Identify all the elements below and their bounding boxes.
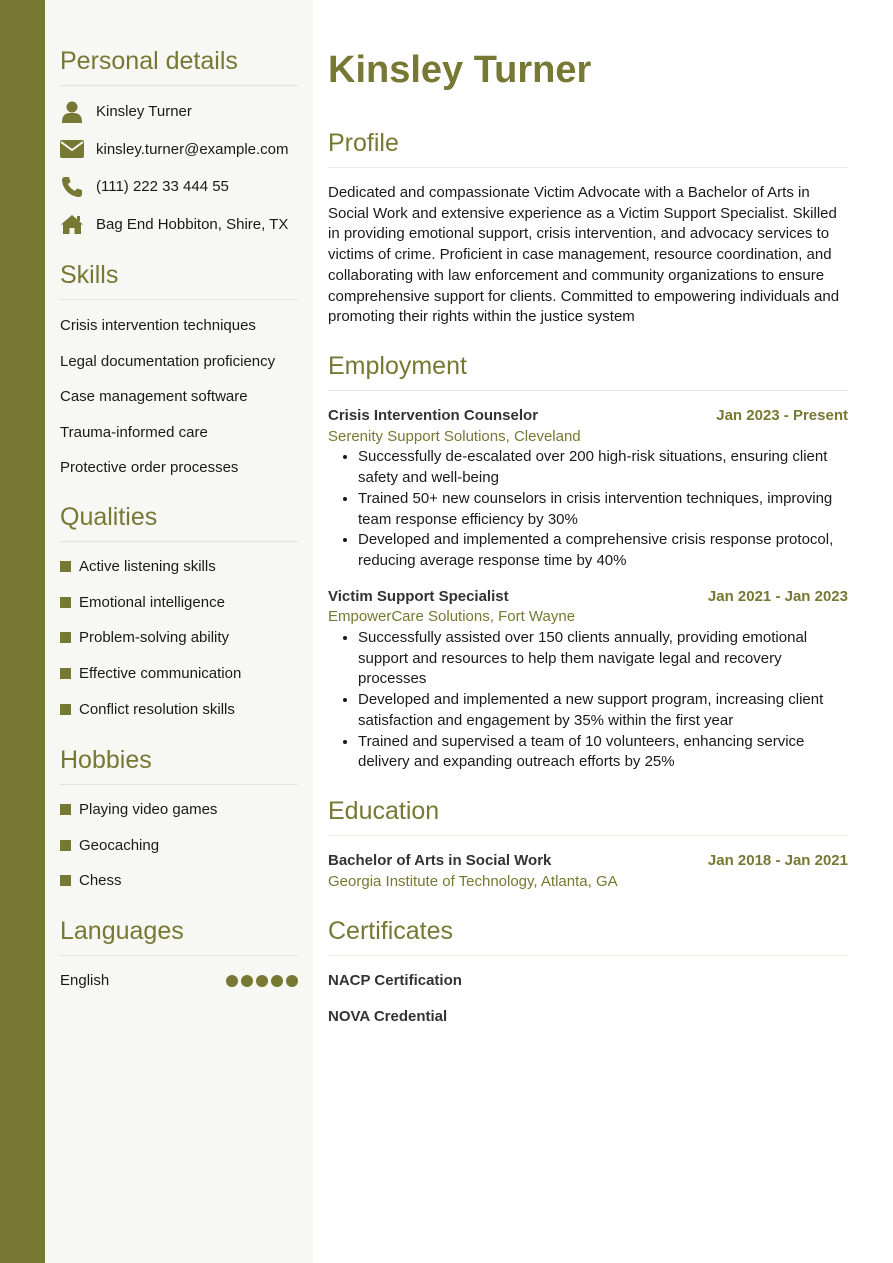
education-entry	[328, 851, 848, 892]
certificates-section	[328, 916, 848, 1034]
hobby-label: Geocaching	[79, 836, 160, 854]
level-dot-filled	[271, 975, 283, 987]
square-bullet-icon	[60, 704, 71, 715]
accent-bar	[0, 0, 45, 1263]
level-dot-filled	[241, 975, 253, 987]
hobby-item	[60, 828, 298, 864]
level-dot-filled	[256, 975, 268, 987]
personal-phone-row	[60, 168, 298, 206]
skill-item: Protective order processes	[60, 459, 239, 477]
education-school: Georgia Institute of Technology, Atlanta, GA	[328, 872, 618, 890]
square-bullet-icon	[60, 840, 71, 851]
level-dot-filled	[226, 975, 238, 987]
job-entry	[328, 587, 848, 773]
job-bullets	[328, 628, 848, 773]
job-bullet: • Developed and implemented a comprehensive crisis response protocol, reducing average response time by 40%	[358, 530, 848, 571]
language-item	[60, 963, 298, 998]
candidate-name: Kinsley Turner	[328, 49, 592, 91]
quality-label: Emotional intelligence	[79, 593, 225, 611]
hobbies-heading: Hobbies	[60, 745, 298, 785]
hobby-label: Chess	[79, 872, 122, 890]
personal-address: Bag End Hobbiton, Shire, TX	[96, 215, 289, 233]
personal-email-row	[60, 131, 298, 169]
home-icon	[60, 212, 84, 236]
qualities-heading: Qualities	[60, 502, 298, 542]
skills-heading: Skills	[60, 260, 298, 300]
quality-item	[60, 691, 298, 727]
quality-label: Effective communication	[79, 665, 242, 683]
quality-item	[60, 620, 298, 656]
certificate-item: NOVA Credential	[328, 1007, 448, 1025]
personal-address-row	[60, 206, 298, 244]
certificates-heading: Certificates	[328, 916, 848, 956]
qualities-section	[60, 502, 298, 727]
skill-item: Case management software	[60, 388, 248, 406]
personal-phone: (111) 222 33 444 55	[96, 178, 229, 196]
personal-details-section	[60, 46, 298, 243]
skills-section	[60, 260, 298, 486]
quality-label: Problem-solving ability	[79, 629, 230, 647]
personal-details-heading: Personal details	[60, 46, 298, 86]
job-bullet: • Trained 50+ new counselors in crisis intervention techniques, improving team response efficiency by 30%	[358, 489, 848, 530]
job-bullet: • Successfully de-escalated over 200 high-risk situations, ensuring client safety and well-being	[358, 447, 848, 488]
profile-text: Dedicated and compassionate Victim Advocate with a Bachelor of Arts in Social Work and extensive experience as a Victim Support Specialist. Skilled in providing emotional support, crisis intervention, and advocacy services to victims of crime. Proficient in case management, resource coordination, and collaborating with law enforcement and community organizations to ensure comprehensive support for clients. Committed to empowering individuals and promoting their rights within the justice system	[328, 184, 840, 326]
employment-heading: Employment	[328, 351, 848, 391]
quality-item	[60, 549, 298, 585]
languages-section	[60, 916, 298, 998]
sidebar	[45, 0, 313, 1263]
quality-item	[60, 585, 298, 621]
envelope-icon	[60, 137, 84, 161]
education-heading: Education	[328, 796, 848, 836]
square-bullet-icon	[60, 668, 71, 679]
square-bullet-icon	[60, 632, 71, 643]
square-bullet-icon	[60, 804, 71, 815]
languages-heading: Languages	[60, 916, 298, 956]
employment-section	[328, 351, 848, 773]
person-icon	[60, 100, 84, 124]
skill-item: Trauma-informed care	[60, 423, 208, 441]
job-bullet: • Developed and implemented a new support program, increasing client satisfaction and engagement by 35% within the first year	[358, 690, 848, 731]
education-dates: Jan 2018 - Jan 2021	[707, 852, 848, 869]
square-bullet-icon	[60, 561, 71, 572]
job-entry	[328, 406, 848, 572]
personal-name-row	[60, 93, 298, 131]
profile-heading: Profile	[328, 128, 848, 168]
language-level-rating	[226, 975, 298, 987]
quality-label: Active listening skills	[79, 558, 216, 576]
personal-email[interactable]: kinsley.turner@example.com	[96, 140, 289, 158]
skill-item: Crisis intervention techniques	[60, 317, 256, 334]
job-bullet: • Trained and supervised a team of 10 volunteers, enhancing service delivery and expanding outreach efforts by 25%	[358, 732, 848, 773]
square-bullet-icon	[60, 875, 71, 886]
quality-label: Conflict resolution skills	[79, 700, 235, 718]
job-organization: Serenity Support Solutions, Cleveland	[328, 427, 581, 445]
job-title: Crisis Intervention Counselor	[328, 407, 539, 424]
job-title: Victim Support Specialist	[328, 587, 509, 605]
job-organization: EmpowerCare Solutions, Fort Wayne	[328, 608, 576, 626]
square-bullet-icon	[60, 597, 71, 608]
level-dot-filled	[286, 975, 298, 987]
hobby-item	[60, 792, 298, 828]
language-name: English	[60, 972, 110, 989]
profile-section	[328, 128, 848, 328]
education-section	[328, 796, 848, 892]
phone-icon	[60, 175, 84, 199]
education-degree: Bachelor of Arts in Social Work	[328, 852, 552, 869]
quality-item	[60, 656, 298, 692]
job-bullet: • Successfully assisted over 150 clients annually, providing emotional support and resources to help them navigate legal and recovery processes	[358, 628, 848, 690]
personal-name: Kinsley Turner	[96, 103, 192, 121]
hobby-label: Playing video games	[79, 801, 218, 819]
job-dates: Jan 2023 - Present	[716, 407, 848, 424]
job-bullets	[328, 447, 848, 571]
job-dates: Jan 2021 - Jan 2023	[707, 587, 848, 605]
certificate-item: NACP Certification	[328, 972, 462, 989]
hobbies-section	[60, 745, 298, 899]
hobby-item	[60, 863, 298, 899]
skill-item: Legal documentation proficiency	[60, 352, 276, 370]
